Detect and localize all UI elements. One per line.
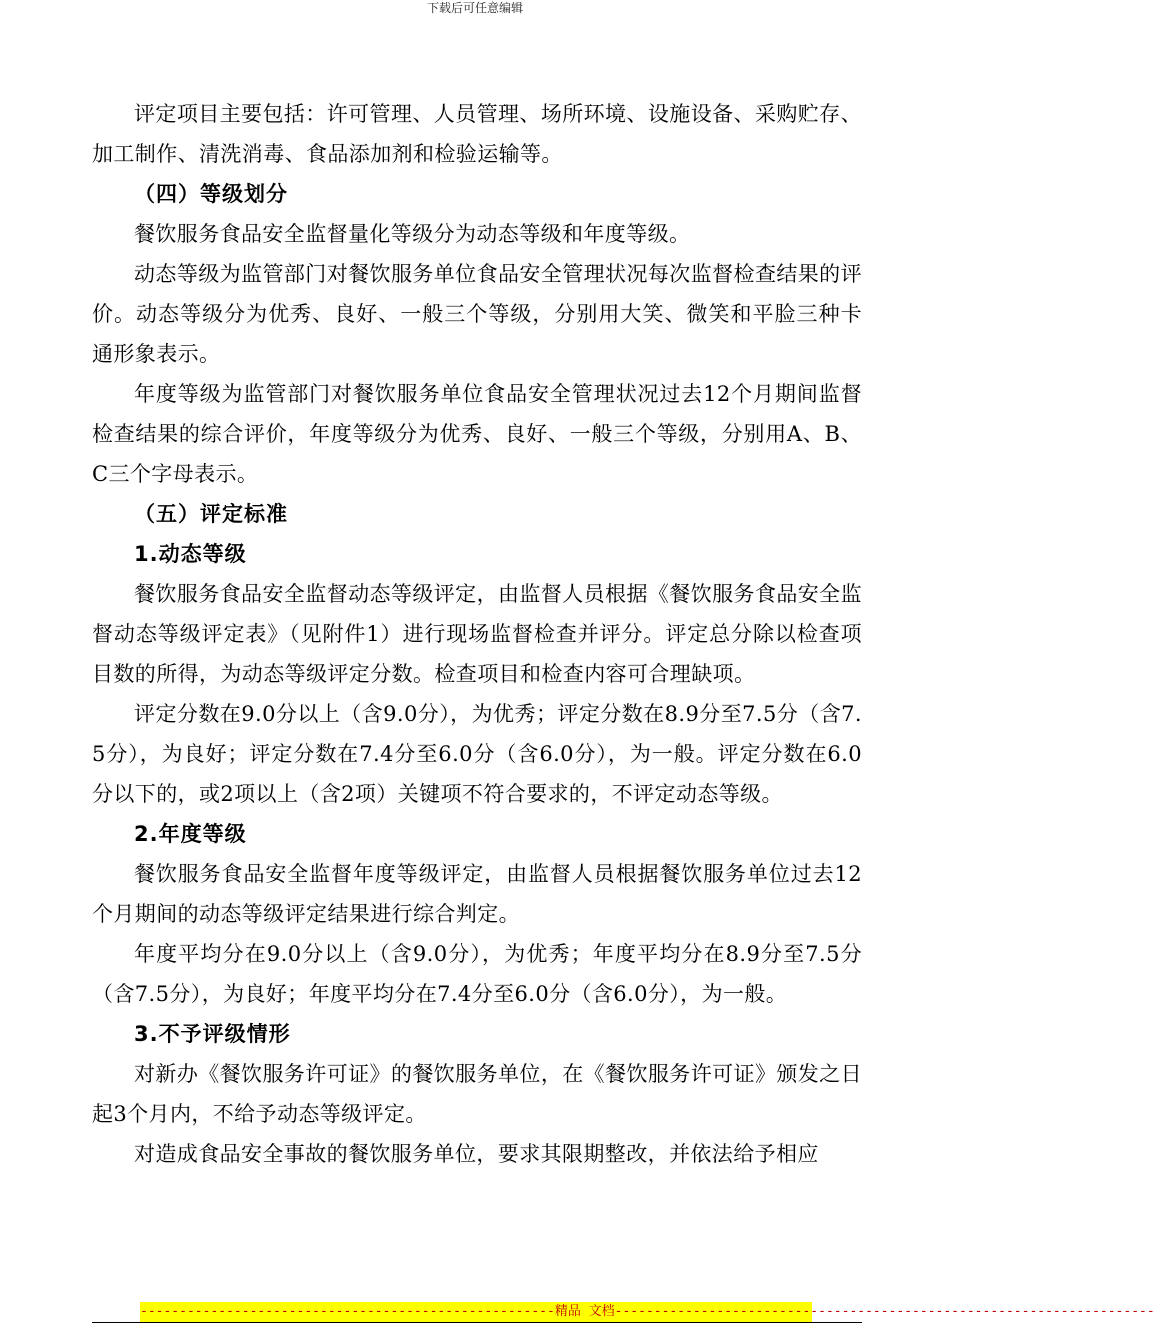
subheading-annual-grade: 2.年度等级 <box>134 822 247 846</box>
section-heading-grade-division: （四）等级划分 <box>134 182 288 206</box>
subheading-dynamic-grade: 1.动态等级 <box>134 542 247 566</box>
section-heading-evaluation-standard: （五）评定标准 <box>134 502 288 526</box>
paragraph-grade-intro: 餐饮服务食品安全监督量化等级分为动态等级和年度等级。 <box>134 222 691 246</box>
paragraph-evaluation-items: 评定项目主要包括：许可管理、人员管理、场所环境、设施设备、采购贮存、加工制作、清洗消毒、食品添加剂和检验运输等。 <box>92 102 862 166</box>
paragraph-annual-grade: 年度等级为监管部门对餐饮服务单位食品安全管理状况过去12个月期间监督检查结果的综合评价，年度等级分为优秀、良好、一般三个等级，分别用A、B、C三个字母表示。 <box>92 382 862 486</box>
footer-watermark-band: -----------------------------------------------------精品 文档--------------------------------------------------------------------- <box>140 1302 812 1322</box>
paragraph-food-accident: 对造成食品安全事故的餐饮服务单位，要求其限期整改，并依法给予相应 <box>134 1142 819 1166</box>
paragraph-new-license: 对新办《餐饮服务许可证》的餐饮服务单位，在《餐饮服务许可证》颁发之日起3个月内，不给予动态等级评定。 <box>92 1062 862 1126</box>
paragraph-dynamic-evaluation: 餐饮服务食品安全监督动态等级评定，由监督人员根据《餐饮服务食品安全监督动态等级评定表》（见附件1）进行现场监督检查并评分。评定总分除以检查项目数的所得，为动态等级评定分数。检查项目和检查内容可合理缺项。 <box>92 582 862 686</box>
paragraph-dynamic-scores: 评定分数在9.0分以上（含9.0分），为优秀；评定分数在8.9分至7.5分（含7.5分），为良好；评定分数在7.4分至6.0分（含6.0分），为一般。评定分数在6.0分以下的，或2项以上（含2项）关键项不符合要求的，不评定动态等级。 <box>92 702 862 806</box>
footer-rule <box>92 1322 862 1323</box>
subheading-no-rating: 3.不予评级情形 <box>134 1022 291 1046</box>
header-note: 下载后可任意编辑 <box>426 1 523 15</box>
document-body <box>92 94 862 1174</box>
paragraph-annual-scores: 年度平均分在9.0分以上（含9.0分），为优秀；年度平均分在8.9分至7.5分（含7.5分），为良好；年度平均分在7.4分至6.0分（含6.0分），为一般。 <box>92 942 862 1006</box>
paragraph-dynamic-grade: 动态等级为监管部门对餐饮服务单位食品安全管理状况每次监督检查结果的评价。动态等级分为优秀、良好、一般三个等级，分别用大笑、微笑和平脸三种卡通形象表示。 <box>92 262 862 366</box>
paragraph-annual-evaluation: 餐饮服务食品安全监督年度等级评定，由监督人员根据餐饮服务单位过去12个月期间的动态等级评定结果进行综合判定。 <box>92 862 862 926</box>
